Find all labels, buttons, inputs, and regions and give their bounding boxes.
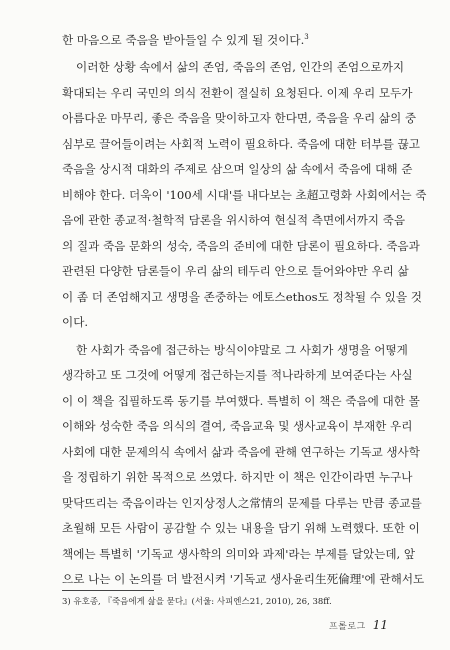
body-line: 맞닥뜨리는 죽음이라는 인지상정人之常情의 문제를 다루는 만큼 종교를 — [62, 496, 422, 510]
body-line: 심부로 끌어들이려는 사회적 노력이 필요하다. 죽음에 대한 터부를 끊고 — [62, 137, 420, 151]
body-line: 비해야 한다. 더욱이 '100세 시대'를 내다보는 초超고령화 사회에서는 죽 — [62, 188, 427, 202]
body-line: 이 이 책을 집필하도록 동기를 부여했다. 특별히 이 책은 죽음에 대한 몰 — [62, 394, 420, 408]
body-line: 사회에 대한 문제의식 속에서 삶과 죽음에 관해 연구하는 기독교 생사학 — [62, 445, 420, 459]
footnote-divider — [62, 590, 154, 591]
page-number: 11 — [372, 618, 388, 632]
footnote: 3) 유호종, 『죽음에게 삶을 묻다』(서울: 사피엔스21, 2010), 26, 38ff. — [62, 597, 332, 607]
body-line: 음에 관한 종교적·철학적 담론을 위시하여 현실적 측면에서까지 죽음 — [62, 213, 406, 227]
footnote-ref: 3 — [304, 33, 309, 41]
body-line: 이다. — [62, 315, 89, 329]
body-line: 책에는 특별히 '기독교 생사학의 의미와 과제'라는 부제를 달았는데, 앞 — [62, 547, 416, 561]
paragraph-start-line: 이러한 상황 속에서 삶의 존엄, 죽음의 존엄, 인간의 존엄으로까지 — [76, 60, 405, 74]
running-footer-label: 프롤로그 — [328, 622, 366, 632]
body-line: 아름다운 마무리, 좋은 죽음을 맞이하고자 한다면, 죽음을 우리 삶의 중 — [62, 111, 417, 125]
paragraph-start-line: 한 사회가 죽음에 접근하는 방식이야말로 그 사회가 생명을 어떻게 — [76, 343, 408, 357]
body-line: 죽음을 상시적 대화의 주제로 삼으며 일상의 삶 속에서 죽음에 대해 준 — [62, 162, 413, 176]
body-line: 이해와 성숙한 죽음 의식의 결여, 죽음교육 및 생사교육이 부재한 우리 — [62, 419, 413, 433]
page-folio — [329, 618, 388, 632]
body-line: 생각하고 또 그것에 어떻게 접근하는지를 적나라하게 보여준다는 사실 — [62, 368, 413, 382]
body-line: 을 정립하기 위한 목적으로 쓰였다. 하지만 이 책은 인간이라면 누구나 — [62, 470, 413, 484]
body-line: 초월해 모든 사람이 공감할 수 있는 내용을 담기 위해 노력했다. 또한 이 — [62, 521, 420, 535]
body-line: 관련된 다양한 담론들이 우리 삶의 테두리 안으로 들어와야만 우리 삶 — [62, 264, 409, 278]
body-line: 한 마음으로 죽음을 받아들일 수 있게 될 것이다.$^3$ — [62, 33, 309, 47]
body-line: 의 질과 죽음 문화의 성숙, 죽음의 준비에 대한 담론이 필요하다. 죽음과 — [62, 239, 420, 253]
body-line: 확대되는 우리 국민의 의식 전환이 절실히 요청된다. 이제 우리 모두가 — [62, 86, 413, 100]
body-line: 으로 나는 이 논의를 더 발전시켜 '기독교 생사윤리生死倫理'에 관해서도 — [62, 572, 425, 586]
body-line: 이 좀 더 존엄해지고 생명을 존중하는 에토스ethos도 정착될 수 있을 것 — [62, 290, 422, 304]
